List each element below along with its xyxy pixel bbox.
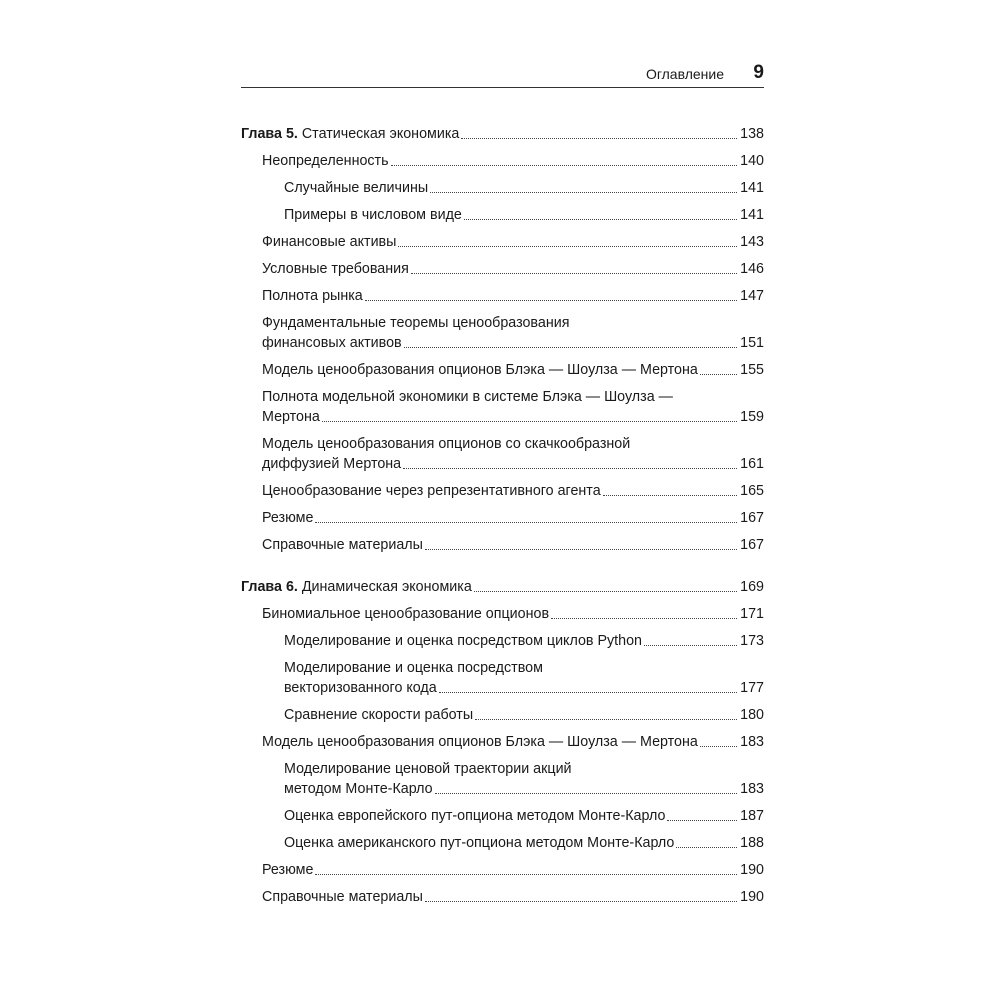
dot-leader xyxy=(461,138,737,139)
dot-leader xyxy=(411,273,737,274)
header-rule xyxy=(241,87,764,88)
toc-page-number: 155 xyxy=(740,362,764,378)
toc-page-number: 147 xyxy=(740,288,764,304)
toc-page-number: 173 xyxy=(740,633,764,649)
toc-entry-multiline[interactable]: Фундаментальные теоремы ценообразования финансовых активов 151 xyxy=(262,315,764,351)
dot-leader xyxy=(667,820,737,821)
dot-leader xyxy=(315,522,737,523)
toc-page-number: 140 xyxy=(740,153,764,169)
toc-page-number: 177 xyxy=(740,680,764,696)
toc-entry[interactable]: Неопределенность 140 xyxy=(262,153,764,169)
running-header-title: Оглавление xyxy=(645,66,724,82)
dot-leader xyxy=(475,719,737,720)
toc-entry-multiline[interactable]: Моделирование ценовой траектории акций методом Монте-Карло 183 xyxy=(284,761,764,797)
chapter-label: Глава 5. xyxy=(241,126,298,142)
toc-entry[interactable]: Ценообразование через репрезентативного агента 165 xyxy=(262,483,764,499)
toc-entry[interactable]: Оценка европейского пут-опциона методом Монте-Карло 187 xyxy=(284,808,764,824)
toc-entry[interactable]: Моделирование и оценка посредством циклов Python 173 xyxy=(284,633,764,649)
toc-entry[interactable]: Модель ценообразования опционов Блэка — Шоулза — Мертона 183 xyxy=(262,734,764,750)
toc-page-number: 151 xyxy=(740,335,764,351)
toc-entry[interactable]: Финансовые активы 143 xyxy=(262,234,764,250)
dot-leader xyxy=(551,618,737,619)
toc-entry-multiline[interactable]: Полнота модельной экономики в системе Блэка — Шоулза — Мертона 159 xyxy=(262,389,764,425)
toc-page-number: 183 xyxy=(740,781,764,797)
chapter-label: Глава 6. xyxy=(241,579,298,595)
running-header xyxy=(241,60,764,86)
dot-leader xyxy=(603,495,737,496)
dot-leader xyxy=(403,468,737,469)
dot-leader xyxy=(700,374,737,375)
toc-entry[interactable]: Резюме 167 xyxy=(262,510,764,526)
toc-page-number: 180 xyxy=(740,707,764,723)
dot-leader xyxy=(435,793,738,794)
toc-page-number: 188 xyxy=(740,835,764,851)
toc-page-number: 190 xyxy=(740,889,764,905)
dot-leader xyxy=(676,847,737,848)
toc-page-number: 141 xyxy=(740,180,764,196)
toc-page-number: 165 xyxy=(740,483,764,499)
toc-entry[interactable]: Условные требования 146 xyxy=(262,261,764,277)
toc-entry[interactable]: Полнота рынка 147 xyxy=(262,288,764,304)
page-number: 9 xyxy=(753,62,764,83)
toc-entry[interactable]: Оценка американского пут-опциона методом Монте-Карло 188 xyxy=(284,835,764,851)
dot-leader xyxy=(464,219,737,220)
toc-page-number: 171 xyxy=(740,606,764,622)
toc-entry[interactable]: Модель ценообразования опционов Блэка — Шоулза — Мертона 155 xyxy=(262,362,764,378)
dot-leader xyxy=(439,692,737,693)
dot-leader xyxy=(644,645,737,646)
toc-entry[interactable]: Справочные материалы 167 xyxy=(262,537,764,553)
toc-page-number: 183 xyxy=(740,734,764,750)
dot-leader xyxy=(398,246,737,247)
dot-leader xyxy=(365,300,737,301)
toc-page-number: 159 xyxy=(740,409,764,425)
toc-entry-multiline[interactable]: Модель ценообразования опционов со скачкообразной диффузией Мертона 161 xyxy=(262,436,764,472)
toc-page-number: 141 xyxy=(740,207,764,223)
toc-page-number: 169 xyxy=(740,579,764,595)
toc-page-number: 161 xyxy=(740,456,764,472)
toc-page-number: 187 xyxy=(740,808,764,824)
dot-leader xyxy=(315,874,737,875)
toc-entry[interactable]: Примеры в числовом виде 141 xyxy=(284,207,764,223)
toc-entry-multiline[interactable]: Моделирование и оценка посредством векторизованного кода 177 xyxy=(284,660,764,696)
dot-leader xyxy=(425,901,737,902)
dot-leader xyxy=(322,421,737,422)
toc-page-number: 167 xyxy=(740,510,764,526)
dot-leader xyxy=(474,591,737,592)
toc-page-number: 138 xyxy=(740,126,764,142)
toc-page-number: 146 xyxy=(740,261,764,277)
dot-leader xyxy=(430,192,737,193)
toc-entry[interactable]: Резюме 190 xyxy=(262,862,764,878)
dot-leader xyxy=(404,347,738,348)
toc-entry-chapter-6[interactable]: Глава 6. Динамическая экономика 169 xyxy=(241,579,764,595)
dot-leader xyxy=(391,165,738,166)
table-of-contents xyxy=(241,124,764,907)
dot-leader xyxy=(425,549,737,550)
toc-entry[interactable]: Справочные материалы 190 xyxy=(262,889,764,905)
toc-entry[interactable]: Биномиальное ценообразование опционов 171 xyxy=(262,606,764,622)
toc-entry[interactable]: Сравнение скорости работы 180 xyxy=(284,707,764,723)
toc-page-number: 167 xyxy=(740,537,764,553)
toc-page-number: 190 xyxy=(740,862,764,878)
toc-entry[interactable]: Случайные величины 141 xyxy=(284,180,764,196)
toc-entry-chapter-5[interactable]: Глава 5. Статическая экономика 138 xyxy=(241,126,764,142)
dot-leader xyxy=(700,746,737,747)
toc-page-number: 143 xyxy=(740,234,764,250)
